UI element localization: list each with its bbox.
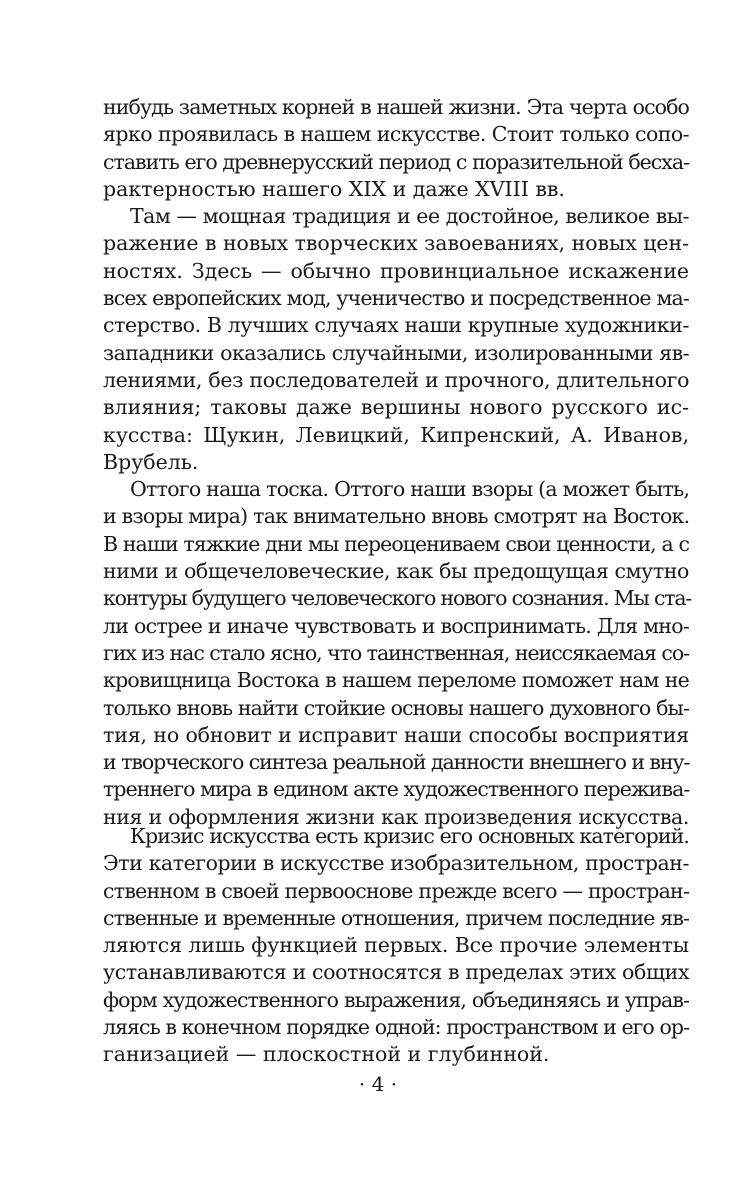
text-line: и творческого синтеза реальной данности внешнего и вну- — [103, 750, 690, 775]
text-line: ляются лишь функцией первых. Все прочие элементы — [103, 933, 690, 958]
text-line: ственном в своей первооснове прежде всего — простран- — [103, 878, 690, 903]
text-line: ними и общечеловеческие, как бы предощущая смутно — [103, 559, 689, 584]
text-line: влияния; таковы даже вершины нового русского ис- — [103, 395, 689, 420]
text-line: В наши тяжкие дни мы переоцениваем свои ценности, а с — [103, 531, 689, 556]
text-line: Там — мощная традиция и ее достойное, великое вы- — [130, 204, 689, 229]
text-line: гих из нас стало ясно, что таинственная, неиссякаемая со- — [103, 640, 689, 665]
text-line: ли острее и иначе чувствовать и воспринимать. Для мно- — [103, 613, 689, 638]
text-line: Врубель. — [103, 449, 199, 474]
text-section-1 — [103, 94, 692, 831]
page-number: · 4 · — [358, 1072, 398, 1096]
text-line: лениями, без последователей и прочного, длительного — [103, 367, 690, 392]
text-line: кровищница Востока в нашем переломе поможет нам не — [103, 668, 689, 693]
text-line: треннего мира в едином акте художественного пережива- — [103, 777, 690, 802]
text-line: контуры будущего человеческого нового сознания. Мы ста- — [103, 586, 692, 611]
text-line: ярко проявилась в нашем искусстве. Стоит только сопо- — [103, 122, 690, 147]
text-line: ражение в новых творческих завоеваниях, новых цен- — [103, 231, 689, 256]
text-line: западники оказались случайными, изолированными яв- — [103, 340, 689, 365]
text-line: Оттого наша тоска. Оттого наши взоры (а может быть, — [130, 477, 690, 502]
text-line: всех европейских мод, ученичество и посредственное ма- — [103, 286, 689, 311]
text-line: устанавливаются и соотносятся в пределах этих общих — [103, 960, 690, 985]
text-line: ностях. Здесь — обычно провинциальное искажение — [103, 258, 689, 283]
text-line: кусства: Щукин, Левицкий, Кипренский, А. Иванов, — [103, 422, 689, 447]
text-line: Кризис искусства есть кризис его основных категорий. — [130, 824, 689, 848]
paragraph-3 — [103, 476, 692, 831]
text-line: только вновь найти стойкие основы нашего духовного бы- — [103, 695, 689, 720]
text-line: тия, но обновит и исправит наши способы восприятия — [103, 722, 689, 747]
text-line: ставить его древнерусский период с поразительной бесха- — [103, 149, 689, 174]
paragraph-2 — [103, 203, 689, 476]
text-line: нибудь заметных корней в нашей жизни. Эта черта особо — [103, 95, 689, 119]
paragraph-1 — [103, 94, 689, 203]
text-line: ляясь в конечном порядке одной: пространством и его ор- — [103, 1015, 689, 1040]
text-line: Эти категории в искусстве изобразительном, простран- — [103, 851, 689, 876]
text-line: стерство. В лучших случаях наши крупные художники- — [103, 313, 689, 338]
text-line: ния и оформления жизни как произведения искусства. — [103, 804, 689, 829]
text-line: рактерностью нашего XIX и даже XVIII вв. — [103, 176, 565, 201]
text-line: форм художественного выражения, объединяясь и управ- — [103, 987, 689, 1012]
paragraph-4 — [103, 823, 689, 1069]
text-line: и взоры мира) так внимательно вновь смотрят на Восток. — [103, 504, 690, 529]
text-line: ганизацией — плоскостной и глубинной. — [103, 1042, 550, 1067]
text-section-2 — [103, 823, 689, 1069]
text-line: ственные и временные отношения, причем последние яв- — [103, 905, 689, 930]
